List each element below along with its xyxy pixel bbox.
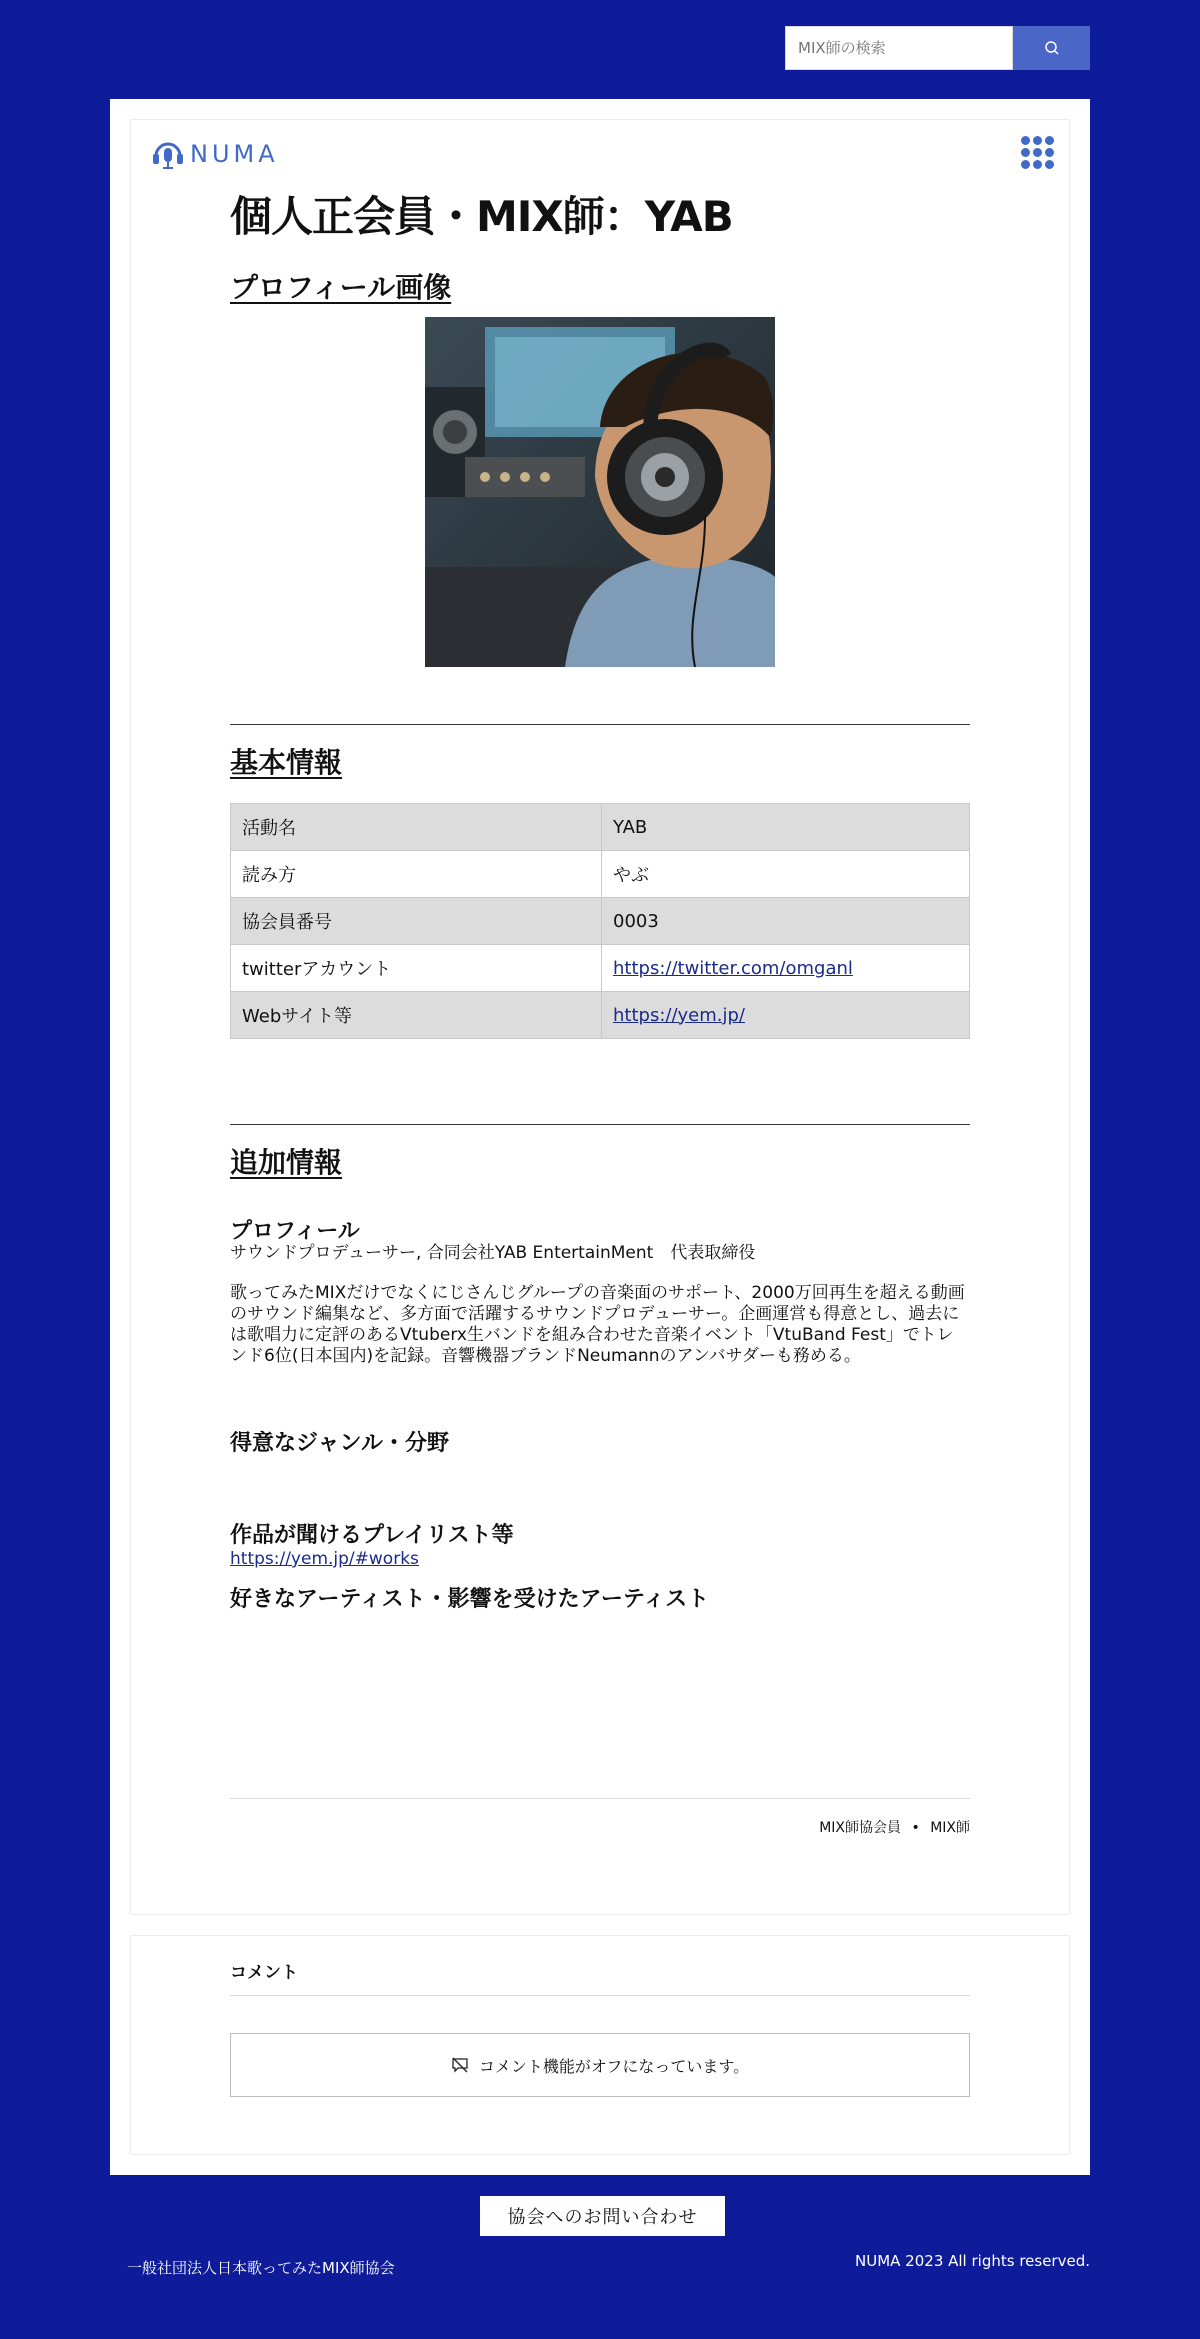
category-separator: •	[911, 1820, 920, 1836]
row-label: 協会員番号	[231, 898, 602, 945]
post-categories	[819, 1817, 970, 1837]
copyright: NUMA 2023 All rights reserved.	[855, 2252, 1090, 2270]
profile-heading: プロフィール	[230, 1219, 360, 1244]
genre-heading: 得意なジャンル・分野	[230, 1431, 450, 1456]
category-link[interactable]: MIX師	[930, 1820, 970, 1836]
playlist-heading: 作品が聞けるプレイリスト等	[230, 1523, 514, 1548]
twitter-link[interactable]: https://twitter.com/omganl	[613, 957, 853, 979]
row-label: twitterアカウント	[231, 945, 602, 992]
basic-info-heading: 基本情報	[230, 746, 343, 779]
divider	[230, 724, 970, 725]
divider	[230, 1995, 970, 1996]
contact-button[interactable]: 協会へのお問い合わせ	[480, 2196, 725, 2236]
comments-section	[130, 1935, 1070, 2155]
table-row	[231, 898, 970, 945]
playlist-link[interactable]: https://yem.jp/#works	[230, 1549, 419, 1569]
category-link[interactable]: MIX師協会員	[819, 1820, 902, 1836]
row-label: Webサイト等	[231, 992, 602, 1039]
table-row	[231, 992, 970, 1039]
row-value: 0003	[602, 898, 970, 945]
table-row	[231, 945, 970, 992]
profile-title-line: サウンドプロデューサー, 合同会社YAB EntertainMent 代表取締役	[230, 1243, 756, 1263]
row-value: YAB	[602, 804, 970, 851]
row-label: 活動名	[231, 804, 602, 851]
additional-info-heading: 追加情報	[230, 1146, 343, 1179]
logo-text: NUMA	[190, 140, 279, 168]
photo-heading: プロフィール画像	[230, 271, 452, 304]
divider	[230, 1124, 970, 1125]
page-container	[110, 99, 1090, 2175]
comment-off-icon	[451, 2056, 469, 2074]
basic-info-table	[230, 803, 970, 1039]
comments-title: コメント	[230, 1963, 298, 1983]
profile-photo	[425, 317, 775, 667]
search-bar	[785, 26, 1090, 70]
comments-off-text: コメント機能がオフになっています。	[478, 2056, 750, 2076]
search-input[interactable]	[785, 26, 1013, 70]
row-label: 読み方	[231, 851, 602, 898]
comments-disabled-notice	[230, 2033, 970, 2097]
headphone-mic-logo-icon	[150, 136, 186, 172]
row-value: やぶ	[602, 851, 970, 898]
post-card	[130, 119, 1070, 1915]
table-row	[231, 851, 970, 898]
org-name: 一般社団法人日本歌ってみたMIX師協会	[127, 2259, 395, 2277]
artists-heading: 好きなアーティスト・影響を受けたアーティスト	[230, 1587, 710, 1612]
page-title: 個人正会員・MIX師：YAB	[230, 192, 733, 241]
site-logo[interactable]	[150, 136, 279, 172]
divider	[230, 1798, 970, 1799]
apps-menu-icon[interactable]	[1021, 136, 1055, 170]
search-icon	[1044, 40, 1060, 56]
table-row	[231, 804, 970, 851]
search-button[interactable]	[1013, 26, 1090, 70]
profile-body: 歌ってみたMIXだけでなくにじさんじグループの音楽面のサポート、2000万回再生を超える動画のサウンド編集など、多方面で活躍するサウンドプロデューサー。企画運営も得意とし、過去には歌唱力に定評のあるVtuberx生バンドを組み合わせた音楽イベント「VtuBand Fest」でトレンド6位(日本国内)を記録。音響機器ブランドNeumannのアンバサダーも務める。	[230, 1283, 965, 1366]
website-link[interactable]: https://yem.jp/	[613, 1004, 745, 1026]
